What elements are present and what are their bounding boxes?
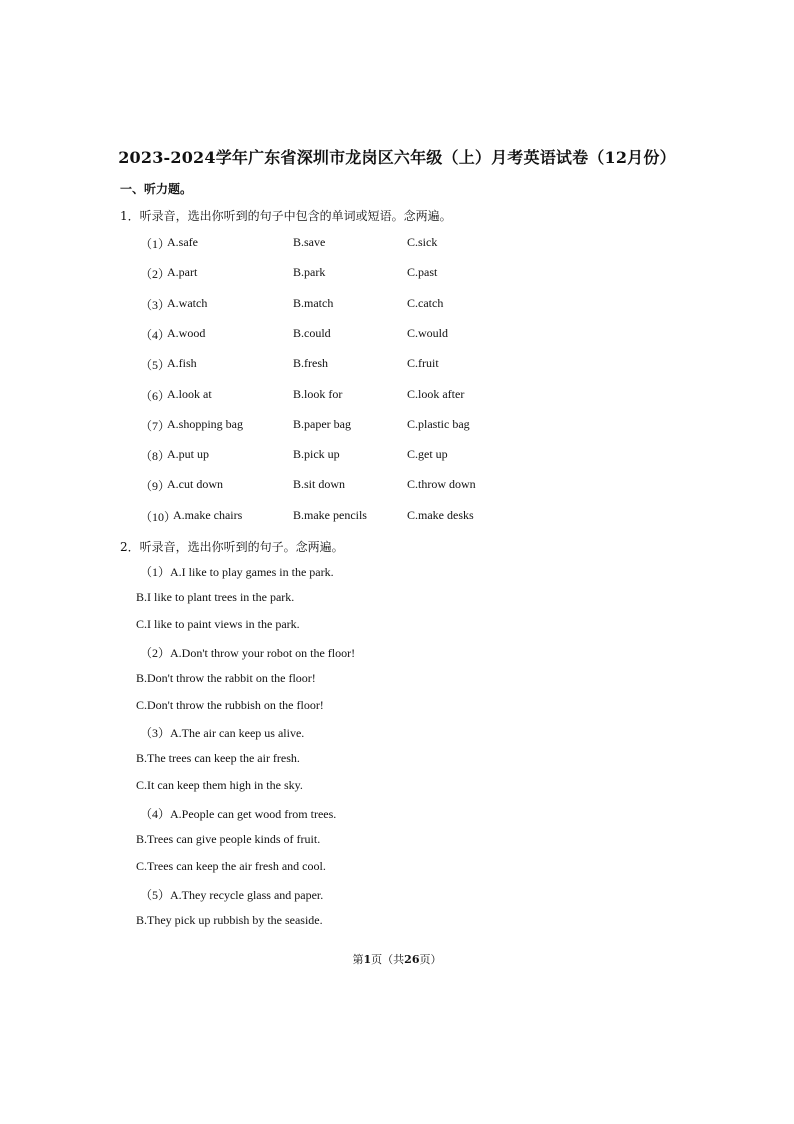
section-heading-listening: 一、听力题。 bbox=[120, 182, 193, 196]
sentence-option-a: （3）A.The air can keep us alive. bbox=[140, 726, 305, 741]
option-b: B.match bbox=[293, 295, 334, 310]
footer-middle: 页（共 bbox=[371, 953, 405, 966]
option-number: （2） bbox=[140, 267, 171, 282]
option-a: A.safe bbox=[167, 235, 198, 249]
option-row bbox=[0, 326, 794, 342]
option-c: C.make desks bbox=[407, 507, 474, 522]
question-2-instruction: 2．听录音，选出你听到的句子。念两遍。 bbox=[120, 540, 344, 554]
option-a: A.wood bbox=[167, 325, 206, 340]
option-b: B.could bbox=[293, 325, 331, 340]
option-b: B.fresh bbox=[293, 356, 328, 371]
option-row bbox=[0, 235, 794, 251]
option-c: C.fruit bbox=[407, 356, 439, 371]
option-b: B.look for bbox=[293, 386, 343, 401]
option-b: B.park bbox=[293, 265, 326, 280]
option-number: （5） bbox=[140, 358, 171, 373]
option-number: （7） bbox=[140, 418, 171, 433]
sentence-option-c: C.Don't throw the rubbish on the floor! bbox=[136, 697, 324, 712]
footer-total-pages: 26 bbox=[404, 953, 420, 966]
sentence-option-a: （1）A.I like to play games in the park. bbox=[140, 565, 334, 579]
option-c: C.sick bbox=[407, 235, 438, 249]
option-b: B.pick up bbox=[293, 447, 340, 462]
option-number: （1） bbox=[140, 237, 171, 251]
option-row bbox=[0, 508, 794, 524]
option-c: C.would bbox=[407, 325, 449, 340]
option-number: （10） bbox=[140, 509, 177, 524]
option-row bbox=[0, 265, 794, 281]
option-number: （9） bbox=[140, 479, 171, 494]
option-number: （8） bbox=[140, 449, 171, 464]
option-number: （6） bbox=[140, 388, 171, 403]
footer-page-number: 1 bbox=[363, 953, 372, 966]
option-a: A.look at bbox=[167, 386, 212, 401]
option-row bbox=[0, 356, 794, 372]
option-number: （3） bbox=[140, 297, 171, 312]
page-footer bbox=[0, 951, 794, 967]
option-a: A.watch bbox=[167, 295, 208, 310]
option-number: （4） bbox=[140, 327, 171, 342]
option-a: A.put up bbox=[167, 447, 209, 462]
option-c: C.look after bbox=[407, 386, 465, 401]
question-1-instruction: 1．听录音，选出你听到的句子中包含的单词或短语。念两遍。 bbox=[120, 209, 452, 223]
sentence-option-a: （5）A.They recycle glass and paper. bbox=[140, 887, 324, 902]
sentence-option-c: C.It can keep them high in the sky. bbox=[136, 778, 303, 793]
option-a: A.fish bbox=[167, 356, 197, 371]
sentence-option-b: B.They pick up rubbish by the seaside. bbox=[136, 912, 323, 927]
option-a: A.cut down bbox=[167, 477, 223, 492]
option-a: A.part bbox=[167, 265, 198, 280]
option-c: C.throw down bbox=[407, 477, 476, 492]
option-c: C.plastic bag bbox=[407, 416, 470, 431]
option-c: C.catch bbox=[407, 295, 444, 310]
option-row bbox=[0, 296, 794, 312]
option-a: A.shopping bag bbox=[167, 416, 243, 431]
sentence-option-b: B.The trees can keep the air fresh. bbox=[136, 751, 300, 766]
footer-suffix: 页） bbox=[419, 953, 442, 966]
sentence-option-b: B.Trees can give people kinds of fruit. bbox=[136, 832, 321, 846]
option-c: C.past bbox=[407, 265, 438, 280]
option-b: B.sit down bbox=[293, 477, 346, 492]
sentence-option-c: C.I like to paint views in the park. bbox=[136, 616, 300, 631]
page-title: 2023-2024学年广东省深圳市龙岗区六年级（上）月考英语试卷（12月份） bbox=[118, 148, 676, 167]
option-row bbox=[0, 417, 794, 433]
sentence-option-a: （4）A.People can get wood from trees. bbox=[140, 807, 337, 822]
sentence-option-b: B.I like to plant trees in the park. bbox=[136, 589, 295, 604]
option-c: C.get up bbox=[407, 447, 448, 462]
sentence-option-c: C.Trees can keep the air fresh and cool. bbox=[136, 858, 326, 873]
sentence-option-a: （2）A.Don't throw your robot on the floor! bbox=[140, 645, 356, 660]
option-a: A.make chairs bbox=[173, 507, 243, 522]
sentence-option-b: B.Don't throw the rabbit on the floor! bbox=[136, 670, 316, 685]
option-row bbox=[0, 477, 794, 493]
option-row bbox=[0, 447, 794, 463]
footer-prefix: 第 bbox=[352, 953, 364, 966]
option-b: B.paper bag bbox=[293, 416, 351, 431]
option-b: B.save bbox=[293, 235, 326, 249]
option-b: B.make pencils bbox=[293, 507, 367, 522]
option-row bbox=[0, 387, 794, 403]
